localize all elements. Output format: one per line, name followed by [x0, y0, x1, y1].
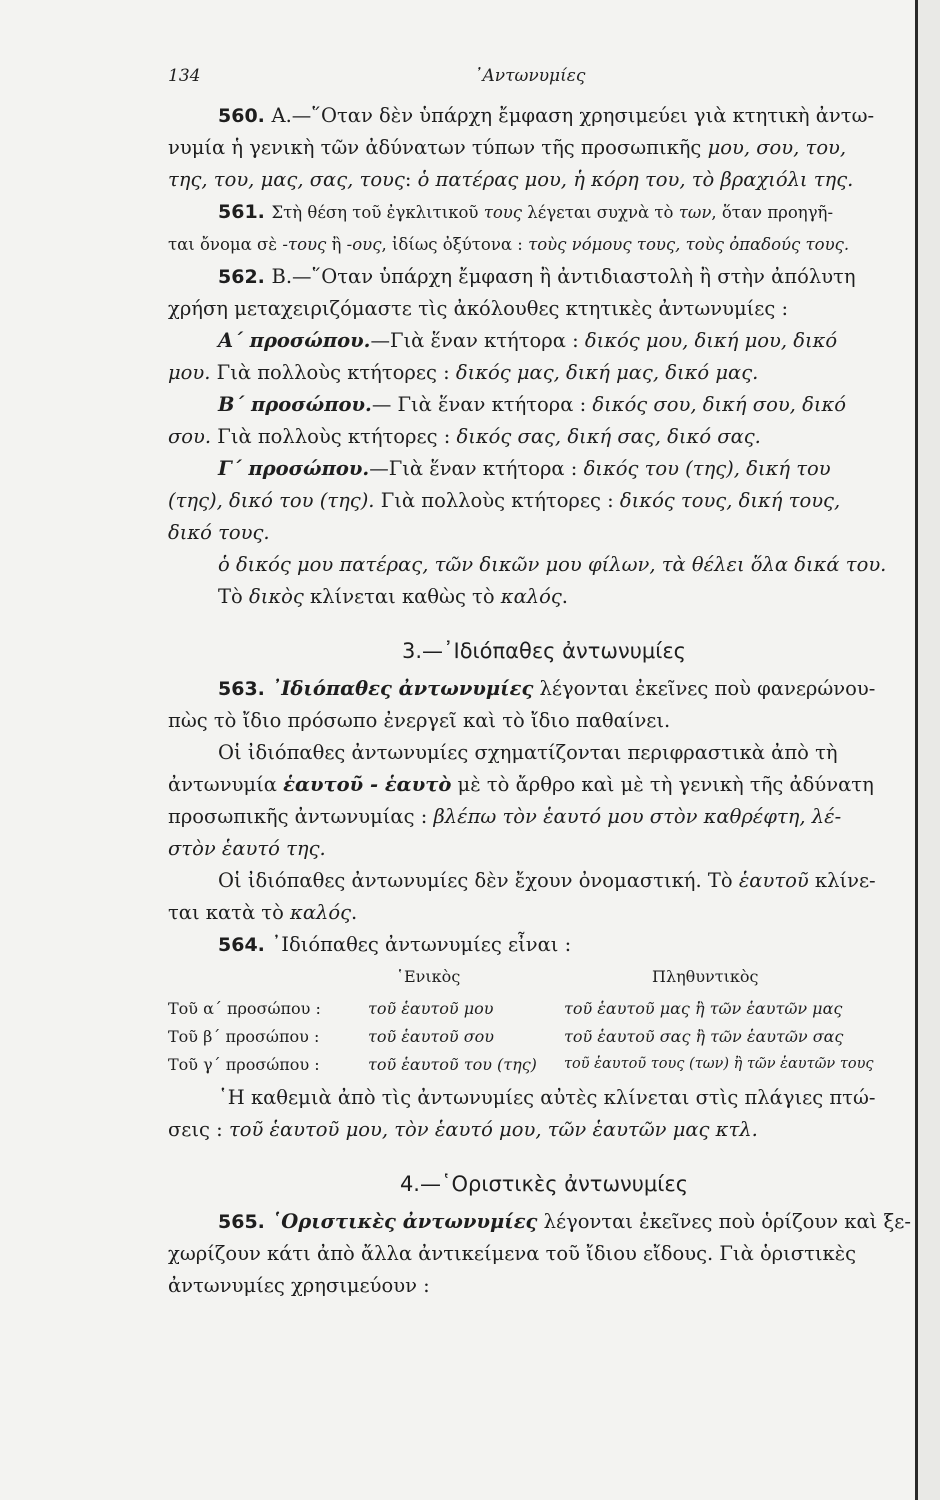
- example-text: τοῦ ἑαυτοῦ μου, τὸν ἑαυτό μου, τῶν ἑαυτῶν μας κτλ.: [228, 1118, 758, 1141]
- text-line: Οἱ ἰδιόπαθες ἀντωνυμίες σχηματίζονται περιφραστικὰ ἀπὸ τὴ: [218, 741, 838, 764]
- paragraph-560: [168, 100, 920, 196]
- text-line: ῾Η καθεμιὰ ἀπὸ τὶς ἀντωνυμίες αὐτὲς κλίνεται στὶς πλάγιες πτώ-: [218, 1086, 876, 1109]
- term: ᾿Ιδιόπαθες ἀντωνυμίες: [271, 677, 534, 700]
- text-line: λέγονται ἐκεῖνες ποὺ φανερώνου-: [533, 677, 876, 700]
- text-line: Στὴ θέση τοῦ ἐγκλιτικοῦ: [271, 203, 484, 222]
- section-number: 562.: [218, 266, 272, 288]
- singular-form: τοῦ ἑαυτοῦ του (της): [368, 1054, 537, 1074]
- column-header-singular: ῾Ενικὸς: [396, 967, 461, 986]
- text-line: προσωπικῆς ἀντωνυμίας :: [168, 805, 434, 828]
- person-heading: Β΄ προσώπου.: [218, 393, 372, 416]
- text-line: χρήση μεταχειριζόμαστε τὶς ἀκόλουθες κτητικὲς ἀντωνυμίες :: [168, 297, 789, 320]
- plural-form: τοῦ ἑαυτοῦ μας ἢ τῶν ἑαυτῶν μας: [564, 998, 843, 1018]
- italic-forms: καλός: [290, 901, 352, 924]
- text-line: Γιὰ πολλοὺς κτήτορες :: [210, 361, 456, 384]
- italic-forms: μου, σου, του,: [707, 136, 847, 159]
- italic-forms: δικός του (της), δική του: [583, 457, 831, 480]
- text-line: , ἰδίως ὀξύτονα :: [381, 235, 529, 254]
- section-number: 563.: [218, 678, 272, 700]
- text-line: σεις :: [168, 1118, 229, 1141]
- italic-forms: της, του, μας, σας, τους: [168, 168, 405, 191]
- page-header: [168, 66, 920, 96]
- italic-forms: δικὸς: [248, 585, 304, 608]
- section-heading-3: 3.—᾿Ιδιόπαθες ἀντωνυμίες: [401, 639, 687, 663]
- book-page: [168, 66, 920, 1302]
- row-label: Τοῦ γ΄ προσώπου :: [168, 1054, 320, 1074]
- italic-forms: (της), δικό του (της).: [168, 489, 375, 512]
- paragraph-564: [168, 929, 920, 1146]
- text-line: λέγεται συχνὰ τὸ: [522, 203, 679, 222]
- italic-forms: -ους: [346, 235, 382, 254]
- text-line: νυμία ἡ γενικὴ τῶν ἀδύνατων τύπων τῆς προσωπικῆς: [168, 136, 708, 159]
- text-line: Γιὰ πολλοὺς κτήτορες :: [374, 489, 620, 512]
- page-number: 134: [168, 66, 201, 86]
- section-heading-4: 4.—῾Οριστικὲς ἀντωνυμίες: [399, 1172, 689, 1196]
- running-title: ᾿Αντωνυμίες: [474, 66, 586, 86]
- text-line: Β.—῞Οταν ὑπάρχη ἔμφαση ἢ ἀντιδιαστολὴ ἢ στὴν ἀπόλυτη: [271, 265, 856, 288]
- italic-forms: δικός μου, δική μου, δικό: [584, 329, 838, 352]
- paragraph-562: [168, 261, 920, 613]
- text-line: πὼς τὸ ἴδιο πρόσωπο ἐνεργεῖ καὶ τὸ ἴδιο παθαίνει.: [168, 709, 671, 732]
- paragraph-561: [168, 196, 920, 261]
- italic-forms: μου.: [168, 361, 211, 384]
- paragraph-565: [168, 1206, 920, 1302]
- text-line: .: [351, 901, 358, 924]
- italic-forms: ἑαυτοῦ: [738, 869, 809, 892]
- section-number: 564.: [218, 934, 272, 956]
- example-text: τοὺς νόμους τους, τοὺς ὀπαδούς τους.: [528, 235, 850, 254]
- text-line: μὲ τὸ ἄρθρο καὶ μὲ τὴ γενικὴ τῆς ἀδύνατη: [451, 773, 874, 796]
- reflexive-pronoun-table: [168, 965, 908, 1078]
- text-line: ἢ: [326, 235, 347, 254]
- text-line: —Γιὰ ἕναν κτήτορα :: [370, 329, 585, 352]
- term: ῾Οριστικὲς ἀντωνυμίες: [271, 1210, 538, 1233]
- text-line: Γιὰ πολλοὺς κτήτορες :: [211, 425, 457, 448]
- text-line: ται κατὰ τὸ: [168, 901, 291, 924]
- text-line: Τὸ: [218, 585, 249, 608]
- person-heading: Α΄ προσώπου.: [218, 329, 371, 352]
- section-number: 561.: [218, 201, 272, 223]
- italic-forms: δικός σου, δική σου, δικό: [592, 393, 846, 416]
- singular-form: τοῦ ἑαυτοῦ μου: [368, 998, 494, 1018]
- section-number: 560.: [218, 105, 272, 127]
- column-header-plural: Πληθυντικὸς: [652, 967, 759, 986]
- table-row: [168, 1022, 908, 1050]
- text-line: ἀντωνυμία: [168, 773, 284, 796]
- table-row: [168, 1050, 908, 1078]
- section-number: 565.: [218, 1211, 272, 1233]
- term: ἑαυτοῦ - ἑαυτὸ: [283, 773, 452, 796]
- singular-form: τοῦ ἑαυτοῦ σου: [368, 1026, 494, 1046]
- text-line: ᾿Ιδιόπαθες ἀντωνυμίες εἶναι :: [271, 933, 572, 956]
- row-label: Τοῦ β΄ προσώπου :: [168, 1026, 320, 1046]
- paragraph-563: [168, 673, 920, 929]
- italic-forms: δικός σας, δική σας, δικό σας.: [456, 425, 761, 448]
- text-line: κλίνε-: [808, 869, 876, 892]
- text-line: ἀντωνυμίες χρησιμεύουν :: [168, 1274, 430, 1297]
- italic-forms: των: [678, 203, 712, 222]
- example-text: ὁ δικός μου πατέρας, τῶν δικῶν μου φίλων, τὰ θέλει ὅλα δικά του.: [218, 553, 887, 576]
- text-line: .: [561, 585, 568, 608]
- text-line: Α.—῞Οταν δὲν ὑπάρχη ἔμφαση χρησιμεύει γιὰ κτητικὴ ἀντω-: [271, 104, 875, 127]
- table-header-row: [168, 965, 908, 994]
- plural-form: τοῦ ἑαυτοῦ σας ἢ τῶν ἑαυτῶν σας: [564, 1026, 844, 1046]
- plural-form: τοῦ ἑαυτοῦ τους (των) ἢ τῶν ἑαυτῶν τους: [564, 1056, 874, 1072]
- text-line: κλίνεται καθὼς τὸ: [303, 585, 501, 608]
- text-line: :: [404, 168, 418, 191]
- italic-forms: καλός: [500, 585, 562, 608]
- table-row: [168, 994, 908, 1022]
- text-line: ται ὄνομα σὲ: [168, 235, 283, 254]
- row-label: Τοῦ α΄ προσώπου :: [168, 998, 321, 1018]
- example-text: στὸν ἑαυτό της.: [168, 837, 326, 860]
- text-line: — Γιὰ ἕναν κτήτορα :: [371, 393, 593, 416]
- text-line: —Γιὰ ἕναν κτήτορα :: [369, 457, 584, 480]
- italic-forms: δικός μας, δική μας, δικό μας.: [455, 361, 759, 384]
- example-text: βλέπω τὸν ἑαυτό μου στὸν καθρέφτη, λέ-: [433, 805, 842, 828]
- text-line: λέγονται ἐκεῖνες ποὺ ὁρίζουν καὶ ξε-: [537, 1210, 911, 1233]
- text-line: χωρίζουν κάτι ἀπὸ ἄλλα ἀντικείμενα τοῦ ἴδιου εἴδους. Γιὰ ὁριστικὲς: [168, 1242, 857, 1265]
- italic-forms: τους: [483, 203, 523, 222]
- italic-forms: δικός τους, δική τους,: [619, 489, 841, 512]
- italic-forms: δικό τους.: [168, 521, 270, 544]
- example-text: ὁ πατέρας μου, ἡ κόρη του, τὸ βραχιόλι της.: [417, 168, 854, 191]
- person-heading: Γ΄ προσώπου.: [218, 457, 370, 480]
- text-line: , ὅταν προηγῆ-: [711, 203, 834, 222]
- italic-forms: σου.: [168, 425, 212, 448]
- italic-forms: -τους: [282, 235, 327, 254]
- text-line: Οἱ ἰδιόπαθες ἀντωνυμίες δὲν ἔχουν ὀνομαστική. Τὸ: [218, 869, 739, 892]
